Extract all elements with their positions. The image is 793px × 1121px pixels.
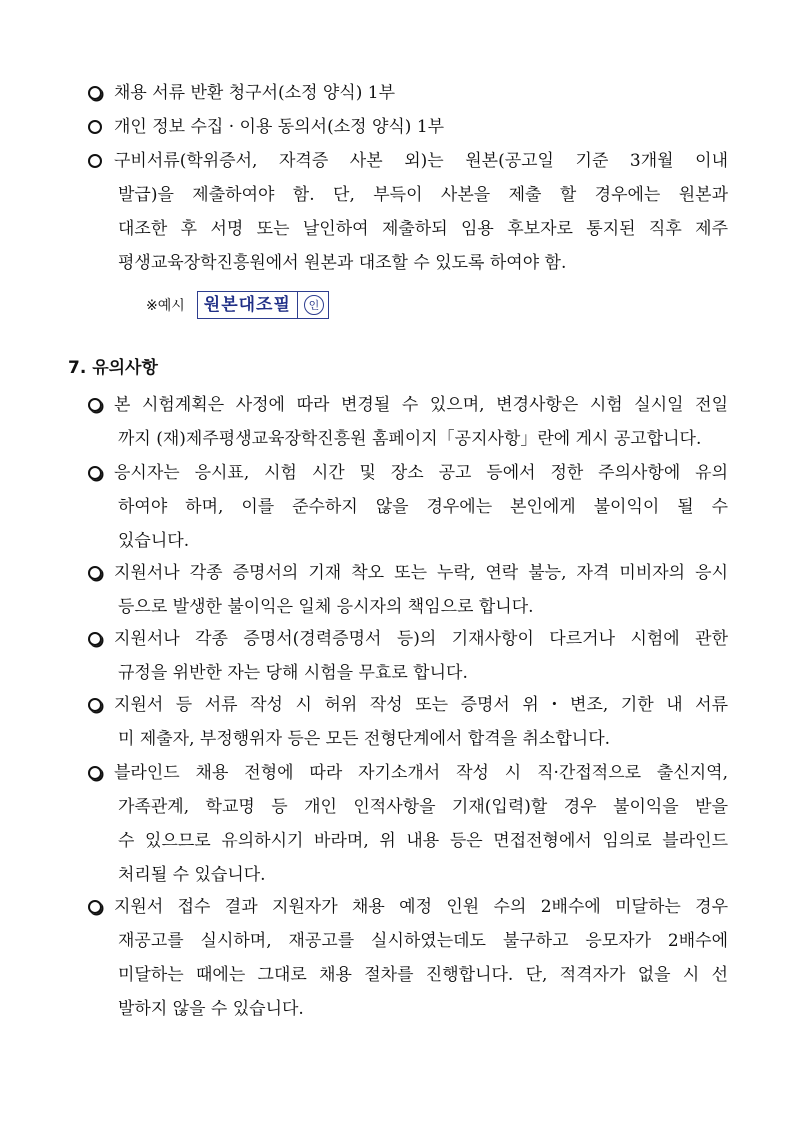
circle-bullet-icon xyxy=(88,456,112,490)
text-line: 지원서 접수 결과 지원자가 채용 예정 인원 수의 2배수에 미달하는 경우 xyxy=(114,897,728,917)
circle-bullet-icon xyxy=(88,756,112,790)
original-verified-stamp xyxy=(197,291,329,319)
circle-bullet-icon xyxy=(88,556,112,590)
circle-bullet-icon xyxy=(88,388,112,422)
circle-bullet-icon xyxy=(88,76,112,110)
text-line: 가족관계, 학교명 등 개인 인적사항을 기재(입력)할 경우 불이익을 받을 xyxy=(118,797,728,817)
stamp-text: 원본대조필 xyxy=(204,292,298,318)
text-line: 까지 (재)제주평생교육장학진흥원 홈페이지「공지사항」란에 게시 공고합니다. xyxy=(118,429,702,449)
text-line: 수 있으므로 유의하시기 바라며, 위 내용 등은 면접전형에서 임의로 블라인드 xyxy=(118,831,728,851)
notice-item xyxy=(88,688,728,756)
seal-icon: 인 xyxy=(304,295,324,315)
circle-bullet-icon xyxy=(88,688,112,722)
text-line: 하여야 하며, 이를 준수하지 않을 경우에는 본인에게 불이익이 될 수 xyxy=(118,497,728,517)
text-line: 대조한 후 서명 또는 날인하여 제출하되 임용 후보자로 통지된 직후 제주 xyxy=(118,219,728,239)
text-line: 블라인드 채용 전형에 따라 자기소개서 작성 시 직·간접적으로 출신지역, xyxy=(114,763,728,783)
text-line: 평생교육장학진흥원에서 원본과 대조할 수 있도록 하여야 함. xyxy=(118,253,567,273)
notice-item xyxy=(88,756,728,892)
circle-bullet-icon xyxy=(88,622,112,656)
text-line: 지원서 등 서류 작성 시 허위 작성 또는 증명서 위・변조, 기한 내 서류 xyxy=(114,695,728,715)
notice-item xyxy=(88,890,728,1026)
list-item xyxy=(88,144,728,280)
text-line: 발하지 않을 수 있습니다. xyxy=(118,999,304,1019)
text-line: 미 제출자, 부정행위자 등은 모든 전형단계에서 합격을 취소합니다. xyxy=(118,729,611,749)
list-item xyxy=(88,110,728,144)
notice-item xyxy=(88,456,728,558)
text-line: 발급)을 제출하여야 함. 단, 부득이 사본을 제출 할 경우에는 원본과 xyxy=(118,185,728,205)
list-item xyxy=(88,76,728,110)
notice-item xyxy=(88,556,728,624)
text-line: 구비서류(학위증서, 자격증 사본 외)는 원본(공고일 기준 3개월 이내 xyxy=(114,151,728,171)
circle-bullet-icon xyxy=(88,110,112,144)
text-line: 미달하는 때에는 그대로 채용 절차를 진행합니다. 단, 적격자가 없을 시 선 xyxy=(118,965,728,985)
text-line: 규정을 위반한 자는 당해 시험을 무효로 합니다. xyxy=(118,663,468,683)
circle-bullet-icon xyxy=(88,890,112,924)
text-line: 채용 서류 반환 청구서(소정 양식) 1부 xyxy=(114,83,396,103)
notice-item xyxy=(88,388,728,456)
example-stamp-row xyxy=(146,290,329,320)
text-line: 본 시험계획은 사정에 따라 변경될 수 있으며, 변경사항은 시험 실시일 전일 xyxy=(114,395,728,415)
text-line: 지원서나 각종 증명서(경력증명서 등)의 기재사항이 다르거나 시험에 관한 xyxy=(114,629,728,649)
example-label: ※예시 xyxy=(146,298,185,314)
text-line: 지원서나 각종 증명서의 기재 착오 또는 누락, 연락 불능, 자격 미비자의 응시 xyxy=(114,563,728,583)
text-line: 등으로 발생한 불이익은 일체 응시자의 책임으로 합니다. xyxy=(118,597,534,617)
text-line: 있습니다. xyxy=(118,531,190,551)
circle-bullet-icon xyxy=(88,144,112,178)
text-line: 개인 정보 수집 · 이용 동의서(소정 양식) 1부 xyxy=(114,117,445,137)
notice-item xyxy=(88,622,728,690)
text-line: 처리될 수 있습니다. xyxy=(118,865,266,885)
text-line: 응시자는 응시표, 시험 시간 및 장소 공고 등에서 정한 주의사항에 유의 xyxy=(114,463,728,483)
section-title: 7. 유의사항 xyxy=(68,358,158,378)
text-line: 재공고를 실시하며, 재공고를 실시하였는데도 불구하고 응모자가 2배수에 xyxy=(118,931,728,951)
